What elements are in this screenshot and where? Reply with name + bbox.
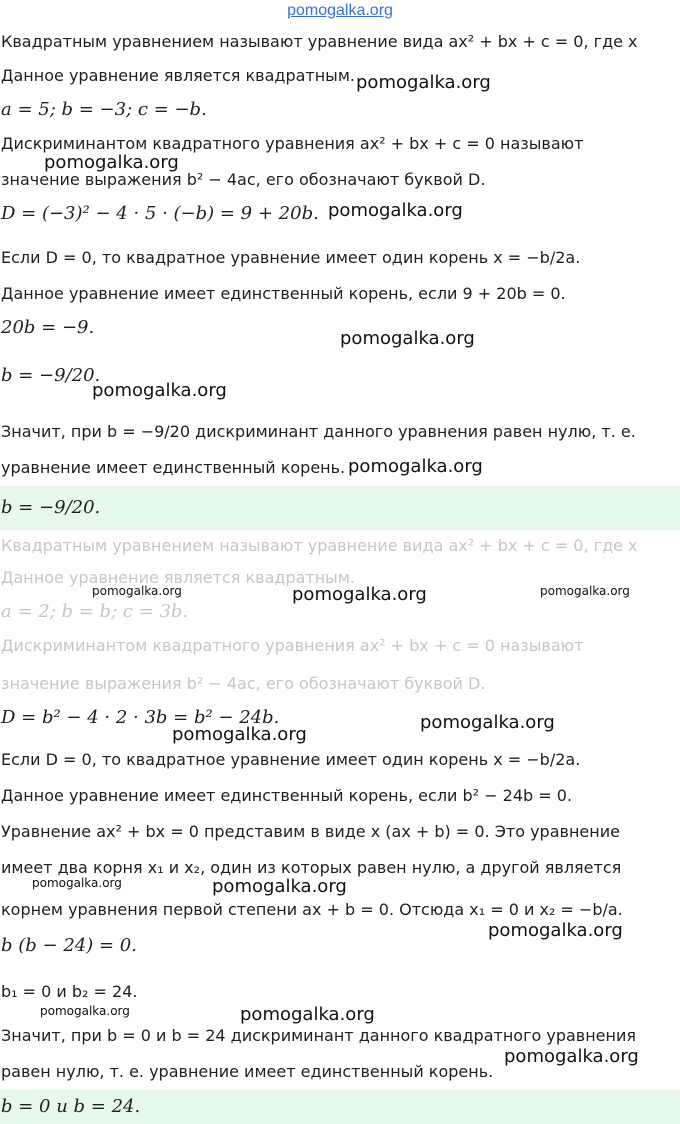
p2-definition-line: Квадратным уравнением называют уравнение вида ax² + bx + c = 0, где x <box>1 536 638 555</box>
watermark: pomogalka.org <box>420 712 555 733</box>
p1-definition-line: Квадратным уравнением называют уравнение вида ax² + bx + c = 0, где x <box>1 32 638 51</box>
watermark: pomogalka.org <box>240 1004 375 1025</box>
p2-answer: b = 0 и b = 24. <box>0 1090 680 1124</box>
p1-conclusion-2: уравнение имеет единственный корень. <box>1 458 346 477</box>
p1-one-root-rule: Если D = 0, то квадратное уравнение имеет один корень x = −b/2a. <box>1 248 581 267</box>
p2-quadratic-statement: Данное уравнение является квадратным. <box>1 568 355 587</box>
p2-discriminant-calc: D = b² − 4 · 2 · 3b = b² − 24b. <box>1 707 280 728</box>
p1-condition: Данное уравнение имеет единственный корень, если 9 + 20b = 0. <box>1 284 566 303</box>
watermark: pomogalka.org <box>92 584 182 598</box>
p2-roots-result: b₁ = 0 и b₂ = 24. <box>1 982 138 1001</box>
p1-discriminant-calc: D = (−3)² − 4 · 5 · (−b) = 9 + 20b. <box>1 203 319 224</box>
watermark: pomogalka.org <box>356 72 491 93</box>
watermark: pomogalka.org <box>40 1004 130 1018</box>
p2-factor-form: Уравнение ax² + bx = 0 представим в виде x (ax + b) = 0. Это уравнение <box>1 822 620 841</box>
p2-factored-equation: b (b − 24) = 0. <box>1 935 137 956</box>
p2-conclusion-1: Значит, при b = 0 и b = 24 дискриминант данного квадратного уравнения <box>1 1026 636 1045</box>
p2-discriminant-expression: значение выражения b² − 4ac, его обозначают буквой D. <box>1 674 486 693</box>
watermark: pomogalka.org <box>212 876 347 897</box>
p1-discriminant-expression: значение выражения b² − 4ac, его обозначают буквой D. <box>1 170 486 189</box>
p2-coefficients: a = 2; b = b; c = 3b. <box>1 601 189 622</box>
p2-condition: Данное уравнение имеет единственный корень, если b² − 24b = 0. <box>1 786 573 805</box>
watermark: pomogalka.org <box>540 584 630 598</box>
p2-one-root-rule: Если D = 0, то квадратное уравнение имеет один корень x = −b/2a. <box>1 750 581 769</box>
watermark: pomogalka.org <box>348 456 483 477</box>
p1-coefficients: a = 5; b = −3; c = −b. <box>1 99 207 120</box>
p1-step-20b: 20b = −9. <box>1 317 95 338</box>
p1-conclusion-1: Значит, при b = −9/20 дискриминант данного уравнения равен нулю, т. е. <box>1 422 636 441</box>
watermark: pomogalka.org <box>172 724 307 745</box>
p1-answer: b = −9/20. <box>0 486 680 530</box>
watermark: pomogalka.org <box>44 152 179 173</box>
p1-discriminant-definition: Дискриминантом квадратного уравнения ax² + bx + c = 0 называют <box>1 134 584 153</box>
p1-step-b: b = −9/20. <box>1 365 101 386</box>
watermark: pomogalka.org <box>328 200 463 221</box>
watermark: pomogalka.org <box>92 380 227 401</box>
p2-conclusion-2: равен нулю, т. е. уравнение имеет единственный корень. <box>1 1062 494 1081</box>
p1-quadratic-statement: Данное уравнение является квадратным. <box>1 66 355 85</box>
watermark: pomogalka.org <box>292 584 427 605</box>
p2-discriminant-definition: Дискриминантом квадратного уравнения ax² + bx + c = 0 называют <box>1 636 584 655</box>
watermark: pomogalka.org <box>32 876 122 890</box>
p2-linear-root: корнем уравнения первой степени ax + b = 0. Отсюда x₁ = 0 и x₂ = −b/a. <box>1 900 623 919</box>
p2-two-roots: имеет два корня x₁ и x₂, один из которых равен нулю, а другой является <box>1 858 622 877</box>
watermark: pomogalka.org <box>504 1046 639 1067</box>
site-link[interactable]: pomogalka.org <box>287 2 393 19</box>
watermark: pomogalka.org <box>340 328 475 349</box>
watermark: pomogalka.org <box>488 920 623 941</box>
